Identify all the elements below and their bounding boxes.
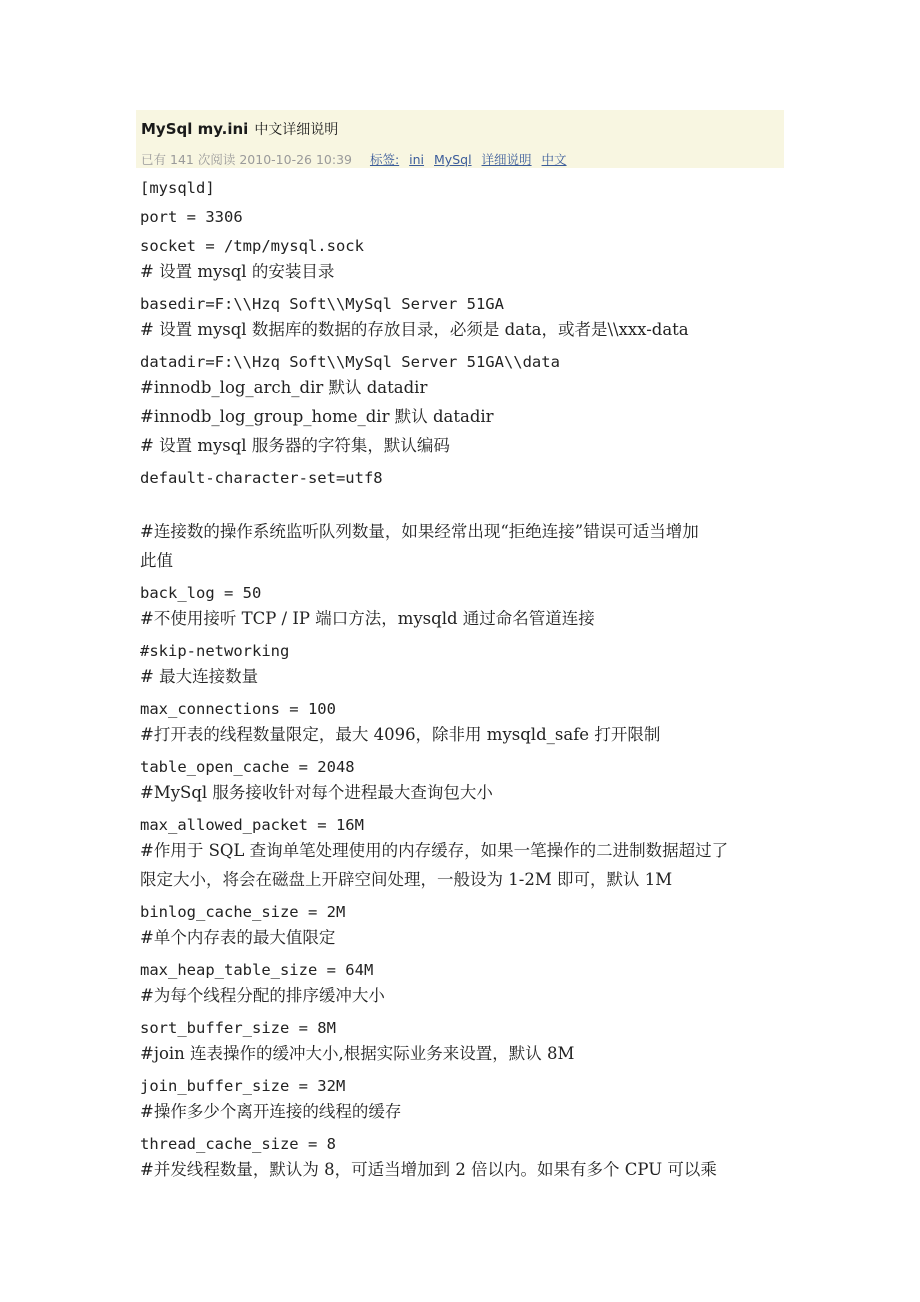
comment-line: #MySql 服务接收针对每个进程最大查询包大小 [140, 783, 493, 802]
config-line: back_log = 50 [140, 584, 262, 602]
comment-line: # 设置 mysql 数据库的数据的存放目录，必须是 data，或者是\\xxx-data [140, 320, 689, 339]
read-prefix: 已有 [141, 152, 167, 167]
tag-chinese[interactable]: 中文 [541, 152, 567, 167]
tag-ini[interactable]: ini [409, 152, 425, 167]
comment-line: #不使用接听 TCP / IP 端口方法，mysqld 通过命名管道连接 [140, 609, 595, 628]
config-line: socket = /tmp/mysql.sock [140, 237, 364, 255]
config-line: datadir=F:\\Hzq Soft\\MySql Server 51GA\\data [140, 353, 560, 371]
comment-line: #操作多少个离开连接的线程的缓存 [140, 1102, 402, 1121]
config-line: #skip-networking [140, 642, 290, 660]
comment-line: 此值 [140, 551, 173, 570]
tags-label[interactable]: 标签: [369, 152, 400, 167]
comment-line: # 设置 mysql 的安装目录 [140, 262, 335, 281]
article-header [136, 110, 784, 168]
comment-line: # 设置 mysql 服务器的字符集，默认编码 [140, 436, 450, 455]
comment-line: #单个内存表的最大值限定 [140, 928, 336, 947]
comment-line: # 最大连接数量 [140, 667, 259, 686]
config-line: join_buffer_size = 32M [140, 1077, 346, 1095]
config-line: max_connections = 100 [140, 700, 336, 718]
config-line: max_allowed_packet = 16M [140, 816, 364, 834]
comment-line: #打开表的线程数量限定，最大 4096，除非用 mysqld_safe 打开限制 [140, 725, 661, 744]
article-meta [141, 150, 567, 168]
tag-detailed-description[interactable]: 详细说明 [481, 152, 532, 167]
config-line: [mysqld] [140, 179, 215, 197]
read-count: 141 [170, 152, 194, 167]
config-line: default-character-set=utf8 [140, 469, 383, 487]
title-english: MySql my.ini [141, 120, 249, 138]
comment-line: #连接数的操作系统监听队列数量，如果经常出现“拒绝连接”错误可适当增加 [140, 522, 699, 541]
config-line: table_open_cache = 2048 [140, 758, 355, 776]
read-suffix: 次阅读 [197, 152, 236, 167]
config-line: thread_cache_size = 8 [140, 1135, 336, 1153]
comment-line: #innodb_log_group_home_dir 默认 datadir [140, 407, 494, 426]
comment-line: #并发线程数量，默认为 8，可适当增加到 2 倍以内。如果有多个 CPU 可以乘 [140, 1160, 717, 1179]
config-line: binlog_cache_size = 2M [140, 903, 346, 921]
config-line: sort_buffer_size = 8M [140, 1019, 336, 1037]
config-line: port = 3306 [140, 208, 243, 226]
title-chinese: 中文详细说明 [254, 122, 339, 138]
comment-line: 限定大小，将会在磁盘上开辟空间处理，一般设为 1-2M 即可，默认 1M [140, 870, 673, 889]
config-line: max_heap_table_size = 64M [140, 961, 374, 979]
comment-line: #作用于 SQL 查询单笔处理使用的内存缓存，如果一笔操作的二进制数据超过了 [140, 841, 729, 860]
tag-mysql[interactable]: MySql [434, 152, 472, 167]
comment-line: #join 连表操作的缓冲大小,根据实际业务来设置，默认 8M [140, 1044, 575, 1063]
publish-datetime: 2010-10-26 10:39 [239, 152, 352, 167]
comment-line: #innodb_log_arch_dir 默认 datadir [140, 378, 428, 397]
comment-line: #为每个线程分配的排序缓冲大小 [140, 986, 385, 1005]
config-line: basedir=F:\\Hzq Soft\\MySql Server 51GA [140, 295, 504, 313]
article-title [141, 119, 338, 139]
